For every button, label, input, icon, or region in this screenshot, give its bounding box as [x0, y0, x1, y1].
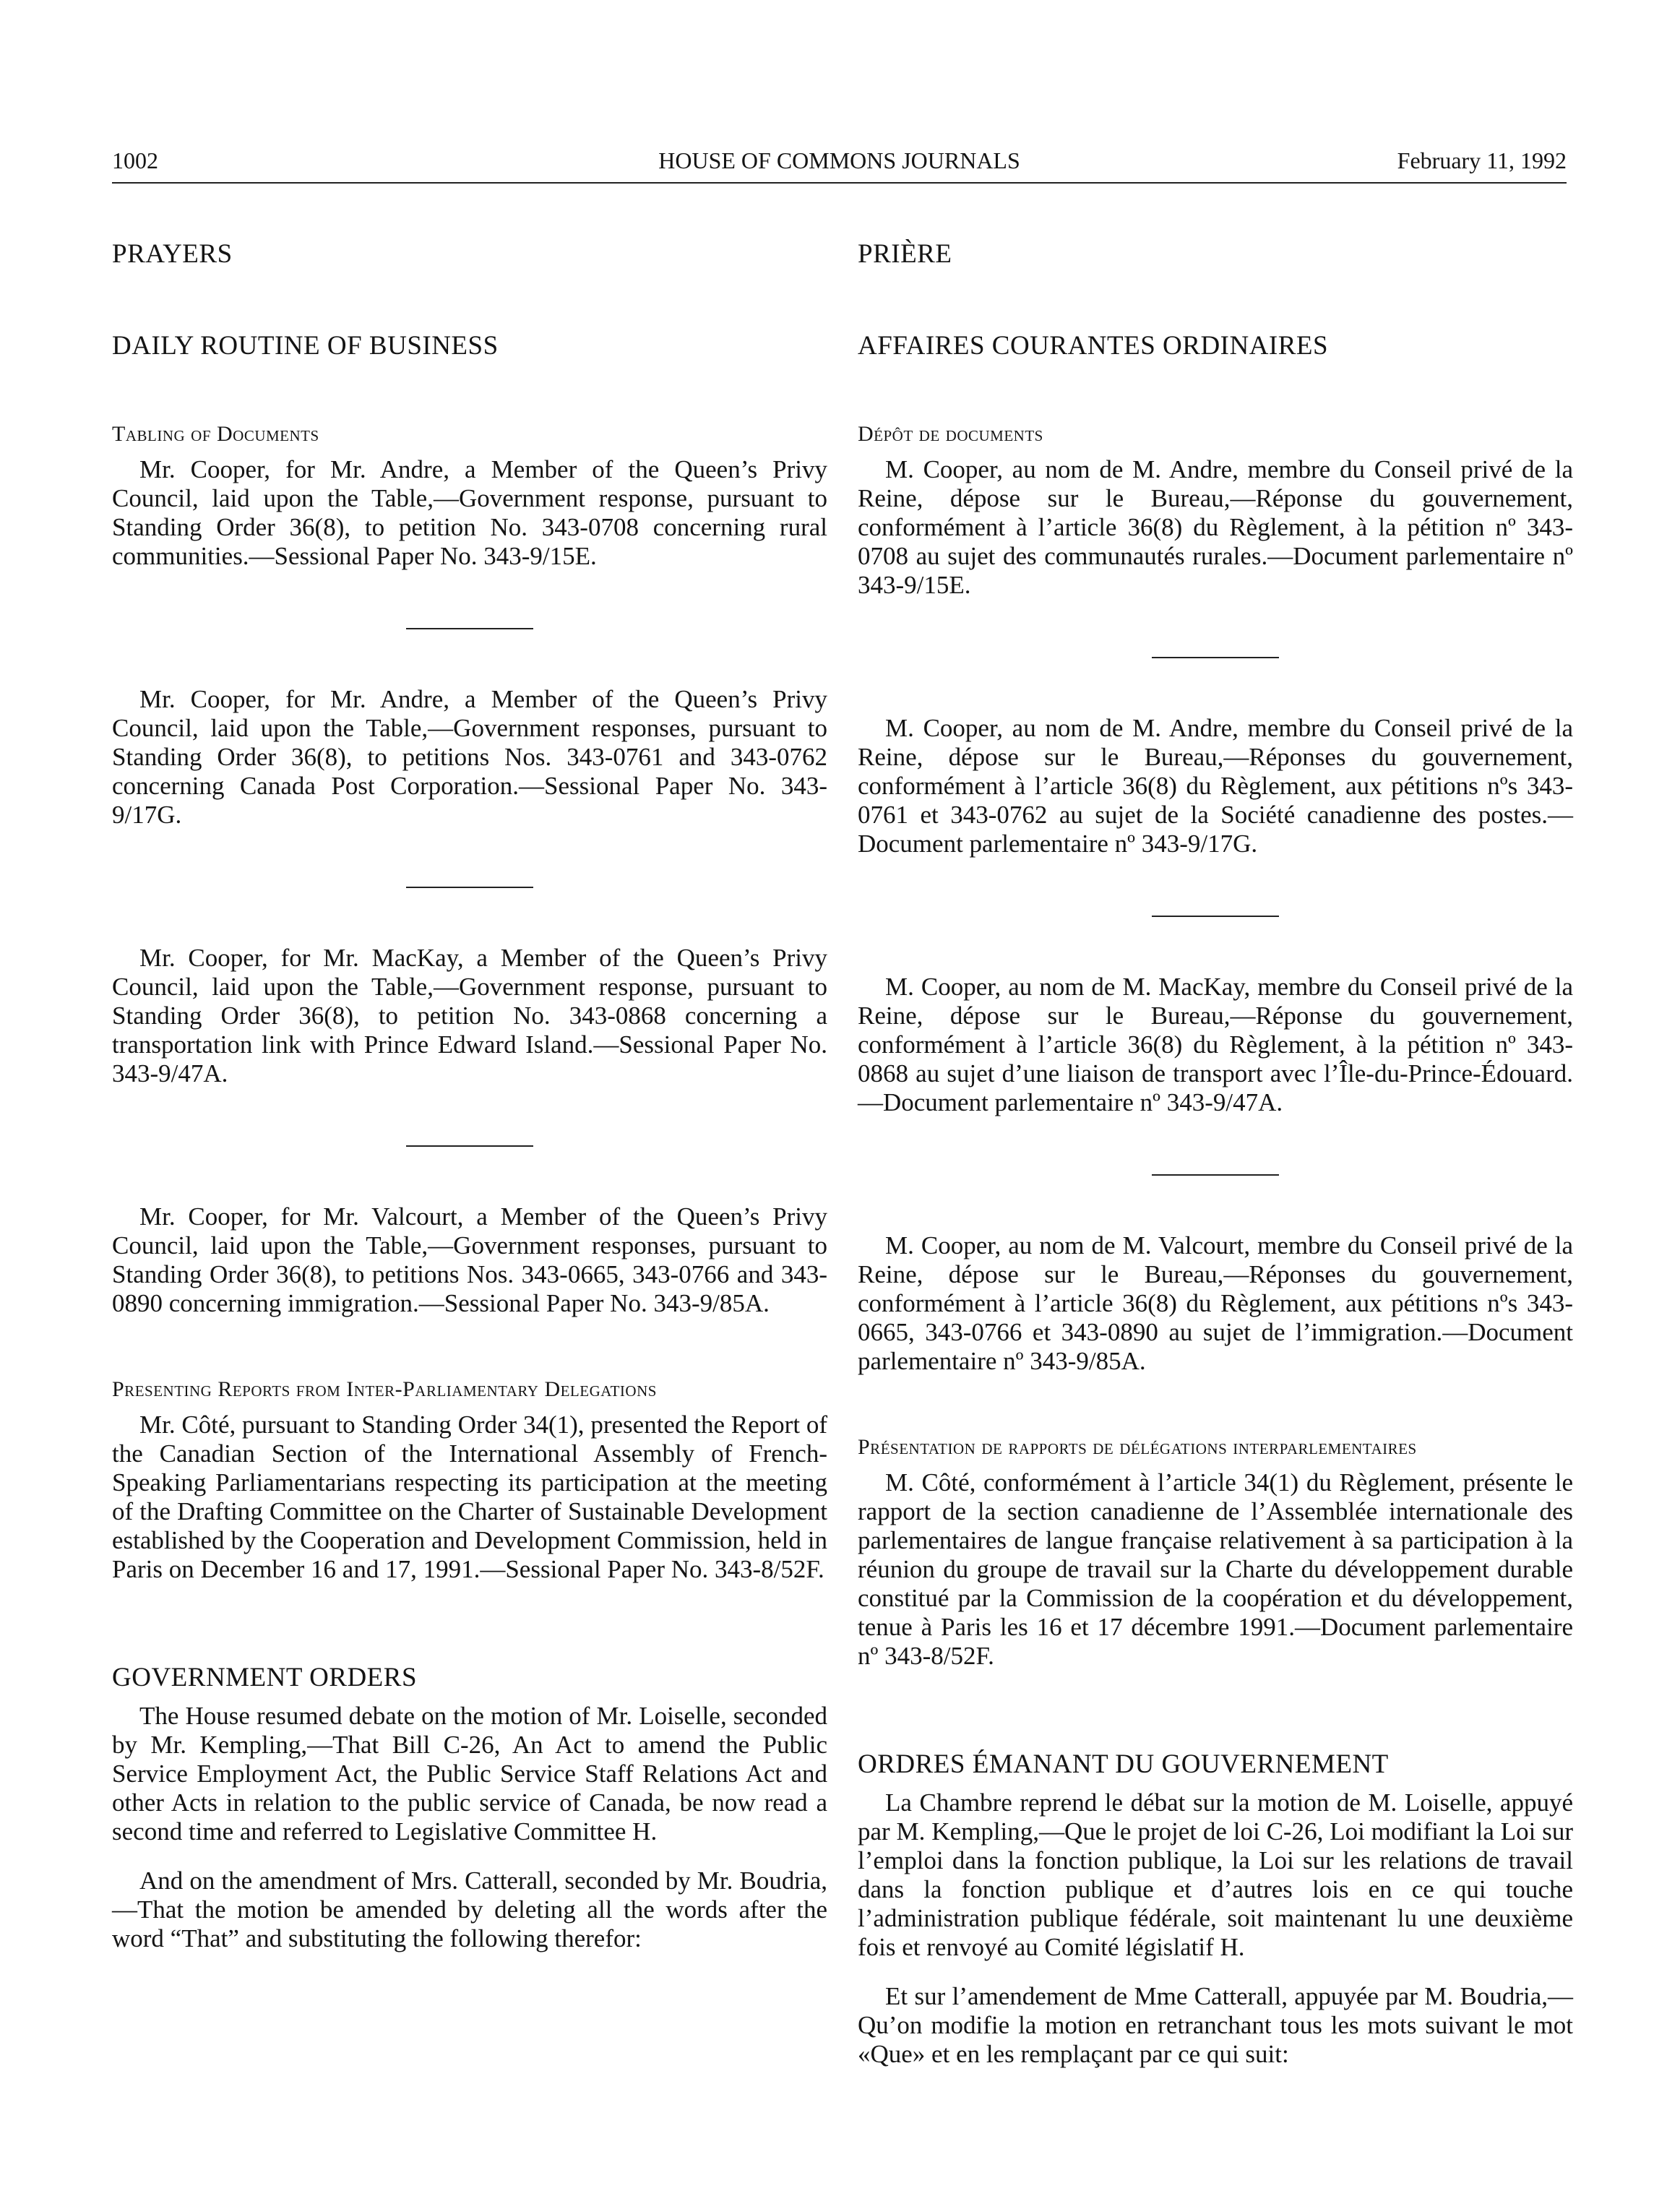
tabling-paragraph-fr: M. Cooper, au nom de M. MacKay, membre du Conseil privé de la Reine, dépose sur le Bureau,—Réponse du gouvernement, conformément à l’article 36(8) du Règlement, à la pétition nº 343-0868 au sujet d’une liaison de transport avec l’Île-du-Prince-Édouard.—Document parlementaire nº 343-9/47A.	[858, 973, 1573, 1116]
separator	[112, 571, 827, 685]
tabling-heading-fr: Dépôt de documents	[858, 422, 1043, 446]
separator	[858, 600, 1573, 714]
government-orders-paragraph-fr: La Chambre reprend le débat sur la motion de M. Loiselle, appuyé par M. Kempling,—Que le projet de loi C-26, Loi modifiant la Loi sur l’emploi dans la fonction publique, la Loi sur les relations de travail dans la fonction publique et d’autres lois en ce qui touche l’administration publique fédérale, soit maintenant lu une deuxième fois et renvoyé au Comité législatif H.	[858, 1788, 1573, 1961]
tabling-paragraph: Mr. Cooper, for Mr. MacKay, a Member of the Queen’s Privy Council, laid upon the Table,—Government response, pursuant to Standing Order 36(8), to petition No. 343-0868 concerning a transportation link with Prince Edward Island.—Sessional Paper No. 343-9/47A.	[112, 944, 827, 1088]
reports-paragraph: Mr. Côté, pursuant to Standing Order 34(1), presented the Report of the Canadian Section of the International Assembly of French-Speaking Parliamentarians respecting its participation at the meeting of the Drafting Committee on the Charter of Sustainable Development established by the Cooperation and Development Commission, held in Paris on December 16 and 17, 1991.—Sessional Paper No. 343-8/52F.	[112, 1411, 827, 1583]
prayers-heading: PRAYERS	[112, 239, 233, 269]
amendment-paragraph: And on the amendment of Mrs. Catterall, seconded by Mr. Boudria,—That the motion be amended by deleting all the words after the word “That” and substituting the following therefor:	[112, 1866, 827, 1952]
tabling-paragraph-fr: M. Cooper, au nom de M. Andre, membre du Conseil privé de la Reine, dépose sur le Bureau,—Réponse du gouvernement, conformément à l’article 36(8) du Règlement, à la pétition nº 343-0708 au sujet des communautés rurales.—Document parlementaire nº 343-9/15E.	[858, 455, 1573, 599]
prayers-heading-fr: PRIÈRE	[858, 239, 952, 269]
separator	[112, 1088, 827, 1202]
daily-routine-heading: DAILY ROUTINE OF BUSINESS	[112, 331, 499, 361]
reports-paragraph-fr: M. Côté, conformément à l’article 34(1) du Règlement, présente le rapport de la section canadienne de l’Assemblée internationale des parlementaires de langue française relativement à sa participation à la réunion du groupe de travail sur la Charte du développement durable constitué par la Commission de la coopération et du développement, tenue à Paris les 16 et 17 décembre 1991.—Document parlementaire nº 343-8/52F.	[858, 1468, 1573, 1670]
tabling-paragraph: Mr. Cooper, for Mr. Valcourt, a Member of the Queen’s Privy Council, laid upon the Table,—Government responses, pursuant to Standing Order 36(8), to petitions Nos. 343-0665, 343-0766 and 343-0890 concerning immigration.—Sessional Paper No. 343-9/85A.	[112, 1202, 827, 1317]
reports-heading-fr: Présentation de rapports de délégations interparlementaires	[858, 1435, 1417, 1459]
tabling-paragraph: Mr. Cooper, for Mr. Andre, a Member of the Queen’s Privy Council, laid upon the Table,—Government responses, pursuant to Standing Order 36(8), to petitions Nos. 343-0761 and 343-0762 concerning Canada Post Corporation.—Sessional Paper No. 343-9/17G.	[112, 685, 827, 829]
tabling-heading: Tabling of Documents	[112, 422, 319, 446]
journal-date: February 11, 1992	[1397, 147, 1567, 173]
government-orders-paragraph: The House resumed debate on the motion of Mr. Loiselle, seconded by Mr. Kempling,—That Bill C-26, An Act to amend the Public Service Employment Act, the Public Service Staff Relations Act and other Acts in relation to the public service of Canada, be now read a second time and referred to Legislative Committee H.	[112, 1702, 827, 1846]
separator	[858, 1117, 1573, 1231]
journal-title: HOUSE OF COMMONS JOURNALS	[658, 147, 1020, 173]
amendment-paragraph-fr: Et sur l’amendement de Mme Catterall, appuyée par M. Boudria,—Qu’on modifie la motion en retranchant tous les mots suivant le mot «Que» et en les remplaçant par ce qui suit:	[858, 1982, 1573, 2068]
tabling-paragraph-fr: M. Cooper, au nom de M. Andre, membre du Conseil privé de la Reine, dépose sur le Bureau,—Réponses du gouvernement, conformément à l’article 36(8) du Règlement, aux pétitions nºs 343-0761 et 343-0762 au sujet de la Société canadienne des postes.—Document parlementaire nº 343-9/17G.	[858, 714, 1573, 858]
daily-routine-heading-fr: AFFAIRES COURANTES ORDINAIRES	[858, 331, 1329, 361]
separator	[112, 830, 827, 944]
page-number: 1002	[112, 147, 158, 173]
english-column	[112, 238, 827, 1953]
reports-heading: Presenting Reports from Inter-Parliamentary Delegations	[112, 1377, 657, 1401]
tabling-paragraph: Mr. Cooper, for Mr. Andre, a Member of the Queen’s Privy Council, laid upon the Table,—Government response, pursuant to Standing Order 36(8), to petition No. 343-0708 concerning rural communities.—Sessional Paper No. 343-9/15E.	[112, 455, 827, 570]
government-orders-heading: GOVERNMENT ORDERS	[112, 1663, 418, 1692]
tabling-paragraph-fr: M. Cooper, au nom de M. Valcourt, membre du Conseil privé de la Reine, dépose sur le Bureau,—Réponses du gouvernement, conformément à l’article 36(8) du Règlement, aux pétitions nºs 343-0665, 343-0766 et 343-0890 au sujet de l’immigration.—Document parlementaire nº 343-9/85A.	[858, 1231, 1573, 1375]
french-column	[858, 238, 1573, 2069]
government-orders-heading-fr: ORDRES ÉMANANT DU GOUVERNEMENT	[858, 1749, 1389, 1779]
page-header	[112, 145, 1567, 184]
separator	[858, 858, 1573, 973]
